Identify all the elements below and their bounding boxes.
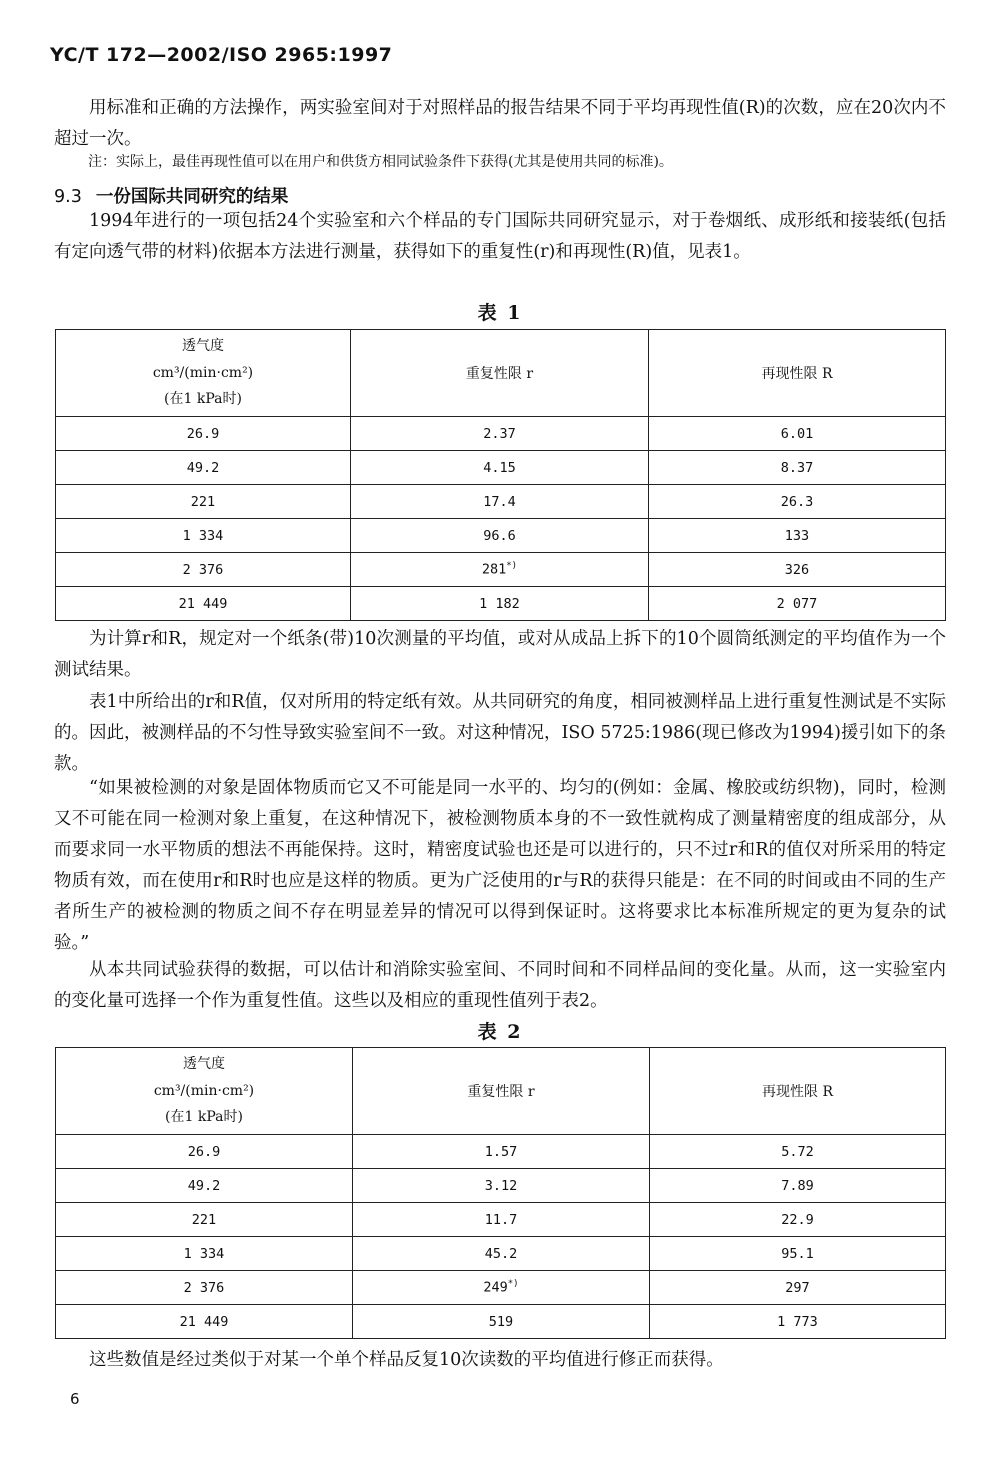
section-heading <box>54 183 288 208</box>
table-cell: 2 376 <box>56 553 351 587</box>
note: 注：实际上，最佳再现性值可以在用户和供货方相同试验条件下获得(尤其是使用共同的标准)。 <box>88 154 673 170</box>
section-paragraph: 1994年进行的一项包括24个实验室和六个样品的专门国际共同研究显示，对于卷烟纸、成形纸和接装纸(包括有定向透气带的材料)依据本方法进行测量，获得如下的重复性(r)和再现性(R)值，见表1。 <box>54 211 946 262</box>
table-row <box>56 1169 946 1203</box>
header-line: cm³/(min·cm²) <box>153 1083 255 1099</box>
table1 <box>55 329 946 621</box>
table-row <box>56 451 946 485</box>
table2 <box>55 1047 946 1339</box>
intro-paragraph: 用标准和正确的方法操作，两实验室间对于对照样品的报告结果不同于平均再现性值(R)的次数，应在20次内不超过一次。 <box>54 98 946 149</box>
table-cell: 49.2 <box>56 451 351 485</box>
table-cell: 26.9 <box>56 417 351 451</box>
table-cell: 1 334 <box>56 519 351 553</box>
section-number: 9.3 <box>54 187 82 207</box>
table-row <box>56 553 946 587</box>
table-row <box>56 417 946 451</box>
table-cell: 2 376 <box>56 1271 353 1305</box>
table-cell: 4.15 <box>351 451 649 485</box>
table-cell: 519 <box>353 1305 650 1339</box>
table-cell: 1 334 <box>56 1237 353 1271</box>
table1-header-repeatability: 重复性限 r <box>351 330 649 417</box>
header-line: 透气度 <box>183 1056 225 1072</box>
table-cell: 2.37 <box>351 417 649 451</box>
footnote-marker: *) <box>506 561 518 572</box>
table2-header-reproducibility: 再现性限 R <box>650 1048 946 1135</box>
table1-header-row <box>56 330 946 417</box>
table1-header-permeability <box>56 330 351 417</box>
table-cell: 22.9 <box>650 1203 946 1237</box>
table2-caption: 表 2 <box>477 1021 523 1043</box>
page-number: 6 <box>70 1390 80 1408</box>
table-cell: 1 182 <box>351 587 649 621</box>
table-cell: 26.3 <box>649 485 946 519</box>
table-cell: 221 <box>56 1203 353 1237</box>
table-cell: 7.89 <box>650 1169 946 1203</box>
table-cell: 221 <box>56 485 351 519</box>
table-cell: 5.72 <box>650 1135 946 1169</box>
table-cell: 49.2 <box>56 1169 353 1203</box>
table-cell: 326 <box>649 553 946 587</box>
table-cell: 95.1 <box>650 1237 946 1271</box>
table-cell: 17.4 <box>351 485 649 519</box>
table2-header-row <box>56 1048 946 1135</box>
table-row <box>56 1203 946 1237</box>
cell-value: 249 <box>483 1279 508 1296</box>
table2-header-repeatability: 重复性限 r <box>353 1048 650 1135</box>
table-cell: 8.37 <box>649 451 946 485</box>
table-cell: 11.7 <box>353 1203 650 1237</box>
table-cell: 21 449 <box>56 1305 353 1339</box>
table-cell: 297 <box>650 1271 946 1305</box>
table-cell: 96.6 <box>351 519 649 553</box>
table-row <box>56 587 946 621</box>
table-cell: 6.01 <box>649 417 946 451</box>
table-row <box>56 1271 946 1305</box>
header-line: 透气度 <box>182 338 224 354</box>
table2-header-permeability <box>56 1048 353 1135</box>
paragraph-before-table2: 从本共同试验获得的数据，可以估计和消除实验室间、不同时间和不同样品间的变化量。从而，这一实验室内的变化量可选择一个作为重复性值。这些以及相应的重现性值列于表2。 <box>54 960 946 1011</box>
table-cell <box>353 1271 650 1305</box>
table1-header-reproducibility: 再现性限 R <box>649 330 946 417</box>
cell-value: 281 <box>481 561 507 578</box>
table-cell: 133 <box>649 519 946 553</box>
table-cell: 21 449 <box>56 587 351 621</box>
table-row <box>56 1237 946 1271</box>
table-cell: 1.57 <box>353 1135 650 1169</box>
header-line: (在1 kPa时) <box>164 391 242 407</box>
document-header: YC/T 172—2002/ISO 2965:1997 <box>50 44 393 66</box>
footnote-marker: *) <box>507 1279 519 1290</box>
paragraph-validity: 表1中所给出的r和R值，仅对所用的特定纸有效。从共同研究的角度，相同被测样品上进行重复性测试是不实际的。因此，被测样品的不匀性导致实验室间不一致。对这种情况，ISO 5725:1986(现已修改为1994)援引如下的条款。 <box>54 692 946 774</box>
table-cell: 3.12 <box>353 1169 650 1203</box>
header-line: cm³/(min·cm²) <box>152 365 254 381</box>
table1-caption: 表 1 <box>477 302 523 324</box>
table-cell: 45.2 <box>353 1237 650 1271</box>
header-line: (在1 kPa时) <box>165 1109 243 1125</box>
table-row <box>56 519 946 553</box>
quoted-clause: “如果被检测的对象是固体物质而它又不可能是同一水平的、均匀的(例如：金属、橡胶或纺织物)，同时，检测又不可能在同一检测对象上重复，在这种情况下，被检测物质本身的不一致性就构成了测量精密度的组成部分，从而要求同一水平物质的想法不再能保持。这时，精密度试验也还是可以进行的，只不过r和R的值仅对所采用的特定物质有效，而在使用r和R时也应是这样的物质。更为广泛使用的r与R的获得只能是：在不同的时间或由不同的生产者所生产的被检测的物质之间不存在明显差异的情况可以得到保证时。这将要求比本标准所规定的更为复杂的试验。” <box>54 778 946 953</box>
table-cell: 1 773 <box>650 1305 946 1339</box>
table-row <box>56 1135 946 1169</box>
table-cell: 26.9 <box>56 1135 353 1169</box>
table-cell <box>351 553 649 587</box>
section-title: 一份国际共同研究的结果 <box>95 187 289 207</box>
paragraph-test-result: 为计算r和R，规定对一个纸条(带)10次测量的平均值，或对从成品上拆下的10个圆筒纸测定的平均值作为一个测试结果。 <box>54 629 946 680</box>
table-row <box>56 485 946 519</box>
final-paragraph: 这些数值是经过类似于对某一个单个样品反复10次读数的平均值进行修正而获得。 <box>89 1350 724 1370</box>
table-cell: 2 077 <box>649 587 946 621</box>
table-row <box>56 1305 946 1339</box>
